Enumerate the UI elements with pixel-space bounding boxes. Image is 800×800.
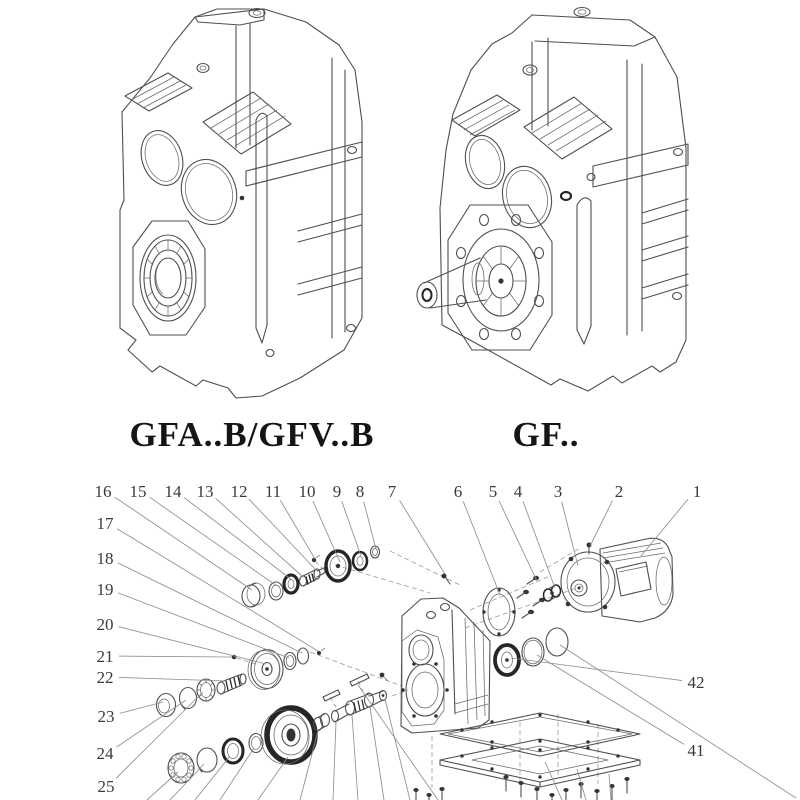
truncated-leader-line — [385, 699, 410, 800]
gear-openings — [460, 131, 559, 233]
part-number-2: 2 — [614, 482, 624, 501]
model-label-gf: GF.. — [512, 415, 580, 454]
truncated-leader-line — [258, 757, 288, 800]
washer — [371, 546, 380, 558]
coupling-bushing — [544, 585, 561, 601]
callout-41 — [537, 655, 705, 760]
leader-line-25 — [116, 692, 203, 778]
part-number-14: 14 — [164, 482, 182, 501]
leader-line-42 — [511, 658, 682, 681]
truncated-leader-line — [370, 707, 384, 800]
housing-silhouette — [440, 15, 686, 391]
leader-line-6 — [463, 501, 500, 595]
callout-4 — [514, 482, 555, 588]
part-number-18: 18 — [96, 549, 114, 568]
leader-line-18 — [118, 563, 302, 653]
part-number-42: 42 — [687, 673, 705, 692]
mounting-screws — [517, 576, 545, 618]
leader-line-16 — [115, 497, 252, 590]
leader-line-8 — [364, 502, 376, 549]
breather-plug — [574, 8, 590, 17]
oil-seal — [223, 739, 243, 763]
part-number-25: 25 — [97, 777, 115, 796]
leader-line-1 — [641, 499, 688, 556]
truncated-leader-line — [333, 722, 336, 800]
leader-line-12 — [249, 499, 316, 570]
input-shaft-assembly — [242, 546, 380, 607]
part-number-41: 41 — [687, 741, 705, 760]
flat-gear — [248, 650, 283, 690]
end-cap — [242, 585, 260, 607]
truncated-leader-line — [352, 715, 358, 800]
leader-line-7 — [400, 500, 446, 574]
leader-line-2 — [590, 501, 613, 546]
leader-line-20 — [119, 627, 266, 664]
tie-rod — [577, 198, 591, 344]
part-number-20: 20 — [96, 615, 114, 634]
pin — [317, 651, 321, 655]
part-number-17: 17 — [96, 514, 114, 533]
part-number-16: 16 — [94, 482, 112, 501]
callout-1 — [641, 482, 701, 556]
callout-22 — [97, 668, 228, 687]
callout-3 — [554, 482, 578, 566]
retaining-ring — [546, 628, 568, 656]
truncated-leader-line — [147, 772, 178, 800]
leader-line-3 — [562, 502, 578, 566]
part-number-6: 6 — [453, 482, 463, 501]
intermediate-shaft-assembly — [157, 648, 326, 717]
gear-housing — [401, 598, 490, 733]
cover-bolts — [413, 775, 629, 800]
callout-7 — [388, 482, 445, 574]
leader-line-41 — [537, 655, 684, 744]
part-number-4: 4 — [513, 482, 523, 501]
truncated-leader-line — [358, 685, 438, 800]
part-number-8: 8 — [355, 482, 365, 501]
roller-bearing — [197, 679, 215, 701]
bearing — [284, 575, 298, 593]
part-number-3: 3 — [553, 482, 563, 501]
snap-ring — [180, 688, 197, 709]
bearing — [353, 552, 367, 570]
part-number-1: 1 — [692, 482, 702, 501]
part-number-7: 7 — [387, 482, 397, 501]
part-number-23: 23 — [97, 707, 115, 726]
part-number-11: 11 — [264, 482, 282, 501]
intermediate-pinion-shaft — [217, 674, 246, 694]
output-solid-shaft — [332, 691, 387, 723]
assembly-axes — [236, 548, 598, 788]
leader-line-15 — [150, 497, 277, 586]
pinion-shaft — [300, 567, 329, 587]
part-number-21: 21 — [96, 647, 114, 666]
leader-line-22 — [119, 677, 227, 681]
part-number-19: 19 — [96, 580, 114, 599]
part-number-5: 5 — [488, 482, 498, 501]
top-mounting-beam — [535, 37, 655, 46]
part-number-9: 9 — [332, 482, 342, 501]
leader-line-5 — [499, 501, 537, 581]
seal-cone — [157, 694, 176, 717]
leader-line-10 — [313, 501, 340, 562]
cooling-fins — [125, 73, 291, 154]
leader-line-4 — [523, 501, 555, 588]
tie-rod — [256, 113, 267, 343]
leader-line-9 — [342, 501, 361, 556]
leader-line-17 — [117, 529, 318, 651]
ring — [298, 648, 309, 664]
leader-line-21 — [119, 656, 232, 657]
gear-openings — [134, 125, 245, 232]
callout-2 — [590, 482, 623, 546]
hollow-shaft-bearing — [133, 221, 205, 335]
housing-silhouette — [120, 9, 362, 398]
cover-plates — [413, 713, 640, 800]
washer — [284, 653, 296, 670]
output-helical-gear — [261, 708, 315, 764]
output-bearing-set — [495, 628, 568, 675]
part-number-15: 15 — [129, 482, 147, 501]
electric-motor — [561, 538, 673, 622]
leader-line-24 — [117, 700, 186, 747]
part-number-10: 10 — [298, 482, 316, 501]
gearbox-drawing-gfab-gfvb — [120, 9, 362, 399]
part-number-13: 13 — [196, 482, 214, 501]
part-number-12: 12 — [230, 482, 248, 501]
callout-19 — [97, 580, 290, 658]
callout-8 — [356, 482, 376, 549]
helical-gear-small — [326, 551, 350, 581]
part-number-22: 22 — [96, 668, 114, 687]
model-label-gfab-gfvb: GFA..B/GFV..B — [129, 415, 375, 454]
part-number-24: 24 — [96, 744, 114, 763]
set-screw — [312, 558, 316, 562]
gearbox-drawing-gf — [417, 8, 688, 392]
leader-line-14 — [184, 498, 292, 580]
